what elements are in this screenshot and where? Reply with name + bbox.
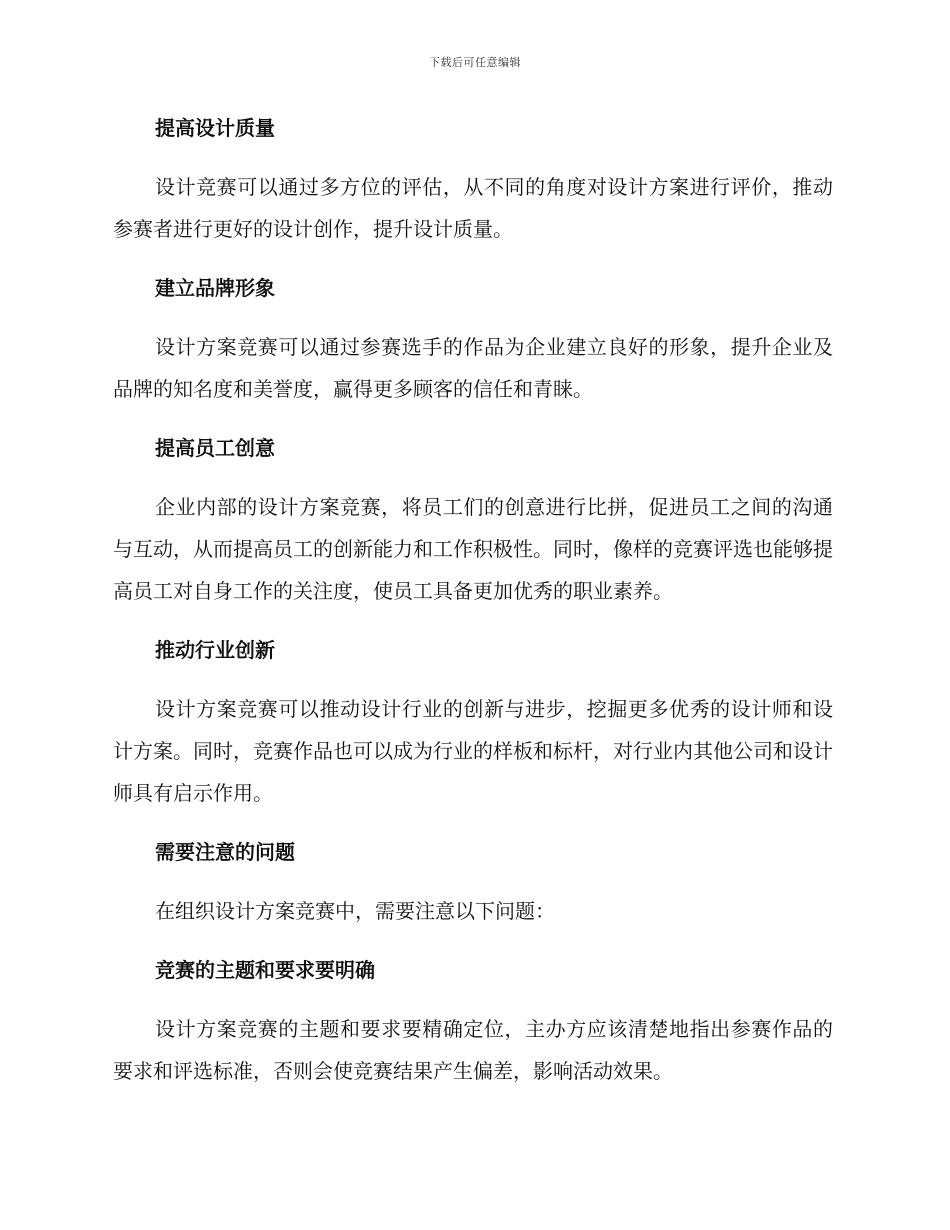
section-heading-issues: 需要注意的问题	[155, 840, 295, 864]
document-body	[113, 108, 833, 1110]
section-paragraph-quality: 设计竞赛可以通过多方位的评估，从不同的角度对设计方案进行评价，推动参赛者进行更好的设计创作，提升设计质量。	[113, 175, 833, 241]
section-heading-quality: 提高设计质量	[155, 116, 275, 140]
section-heading-innovation: 推动行业创新	[155, 638, 275, 662]
section-paragraph-issues: 在组织设计方案竞赛中，需要注意以下问题：	[155, 899, 555, 923]
section-paragraph-theme: 设计方案竞赛的主题和要求要精确定位，主办方应该清楚地指出参赛作品的要求和评选标准，否则会使竞赛结果产生偏差，影响活动效果。	[113, 1017, 833, 1083]
section-paragraph-innovation: 设计方案竞赛可以推动设计行业的创新与进步，挖掘更多优秀的设计师和设计方案。同时，竞赛作品也可以成为行业的样板和标杆，对行业内其他公司和设计师具有启示作用。	[113, 697, 833, 805]
section-heading-creativity: 提高员工创意	[155, 436, 275, 460]
section-paragraph-creativity: 企业内部的设计方案竞赛，将员工们的创意进行比拼，促进员工之间的沟通与互动，从而提高员工的创新能力和工作积极性。同时，像样的竞赛评选也能够提高员工对自身工作的关注度，使员工具备更加优秀的职业素养。	[113, 495, 833, 603]
page-header: 下载后可任意编辑	[429, 56, 521, 69]
section-paragraph-brand: 设计方案竞赛可以通过参赛选手的作品为企业建立良好的形象，提升企业及品牌的知名度和美誉度，赢得更多顾客的信任和青睐。	[113, 335, 833, 401]
section-heading-theme: 竞赛的主题和要求要明确	[155, 958, 375, 982]
section-heading-brand: 建立品牌形象	[155, 276, 275, 300]
